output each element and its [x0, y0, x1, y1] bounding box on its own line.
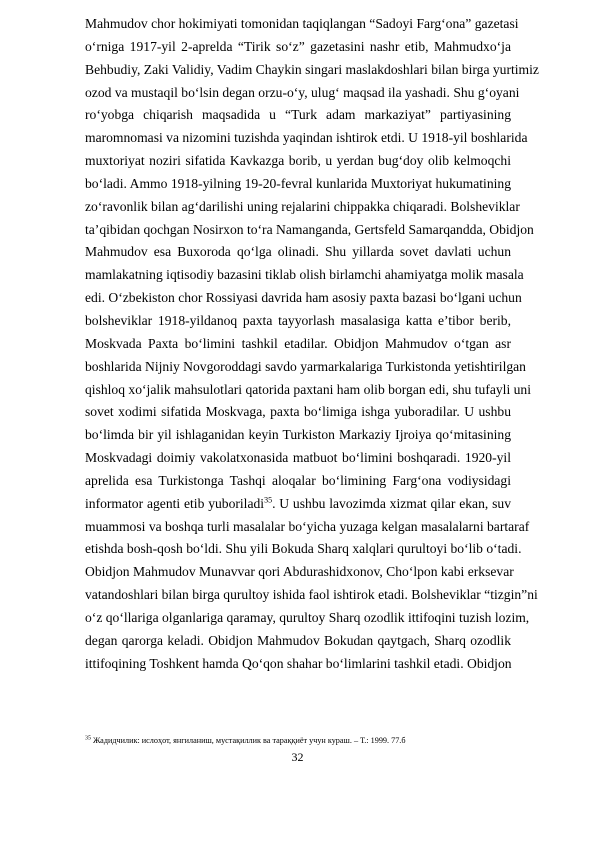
body-line: Behbudiy, Zaki Validiy, Vadim Chaykin singari maslakdoshlari bilan birga yurtimiz — [85, 61, 539, 77]
body-line: ozod va mustaqil bo‘lsin degan orzu-o‘y, ulug‘ maqsad ila yashadi. Shu g‘oyani — [85, 84, 520, 100]
body-line: ro‘yobga chiqarish maqsadida u “Turk adam markaziyat” partiyasining — [85, 107, 511, 123]
body-line: bo‘limda bir yil ishlaganidan keyin Turkiston Markaziy Ijroiya qo‘mitasining — [85, 427, 511, 443]
body-line: maromnomasi va nizomini tuzishda yaqindan ishtirok etdi. U 1918-yil boshlarida — [85, 130, 528, 146]
body-line: Moskvada Paxta bo‘limini tashkil etadilar. Obidjon Mahmudov o‘tgan asr — [85, 335, 511, 351]
footnote — [85, 736, 511, 746]
body-line: sovet xodimi sifatida Moskvaga, paxta bo‘limiga ishga yuboradilar. U ushbu — [85, 404, 511, 420]
body-line: o‘rniga 1917-yil 2-aprelda “Tirik so‘z” gazetasini nashr etib, Mahmudxo‘ja — [85, 38, 511, 54]
body-line: Obidjon Mahmudov Munavvar qori Abdurashidxonov, Cho‘lpon kabi erksevar — [85, 564, 514, 580]
body-line: vatandoshlari bilan birga qurultoy ishida faol ishtirok etadi. Bolsheviklar “tizgin”ni — [85, 587, 538, 603]
body-line: mamlakatning iqtisodiy bazasini tiklab olish birlamchi ahamiyatga molik masala — [85, 267, 524, 283]
page-number: 32 — [291, 750, 304, 764]
body-line: qishloq xo‘jalik mahsulotlari qatorida paxtani ham olib borgan edi, shu tufayli uni — [85, 381, 531, 397]
body-line: Moskvadagi doimiy vakolatxonasida matbuot bo‘limini boshqaradi. 1920-yil — [85, 450, 511, 466]
footnote-text: Жадидчилик: ислоҳот, янгиланиш, мустақиллик ва тараққиёт учун кураш. – Т.: 1999. 77.б — [91, 736, 406, 745]
body-text — [85, 13, 539, 675]
body-line: degan qarorga keladi. Obidjon Mahmudov Bokudan qaytgach, Sharq ozodlik — [85, 632, 511, 648]
body-line: etishda bosh-qosh bo‘ldi. Shu yili Bokuda Sharq xalqlari qurultoyi bo‘lib o‘tadi. — [85, 541, 522, 557]
body-line: edi. O‘zbekiston chor Rossiyasi davrida ham asosiy paxta bazasi bo‘lgani uchun — [85, 290, 522, 306]
body-line: muxtoriyat noziri sifatida Kavkazga borib, u yerdan bug‘doy olib kelmoqchi — [85, 153, 511, 169]
body-line: o‘z qo‘llariga olganlariga qaramay, qurultoy Sharq ozodlik ittifoqini tuzish lozim, — [85, 609, 530, 625]
footnote-mark: 35 — [85, 735, 91, 742]
body-line: Mahmudov chor hokimiyati tomonidan taqiqlangan “Sadoyi Farg‘ona” gazetasi — [85, 16, 519, 31]
body-line: bo‘ladi. Ammo 1918-yilning 19-20-fevral kunlarida Muxtoriyat hukumatining — [85, 175, 511, 191]
body-line-tail: . U ushbu lavozimda xizmat qilar ekan, suv — [272, 495, 511, 511]
body-line: muammosi va boshqa turli masalalar bo‘yicha yuzaga kelgan masalalarni bartaraf — [85, 518, 530, 534]
body-line-with-footnote-ref — [85, 493, 511, 516]
body-line-head: informator agenti etib yuboriladi — [85, 495, 265, 511]
body-line: bolsheviklar 1918-yildanoq paxta tayyorlash masalasiga katta e’tibor berib, — [85, 312, 511, 328]
body-line: ittifoqining Toshkent hamda Qo‘qon shahar bo‘limlarini tashkil etadi. Obidjon — [85, 655, 512, 671]
body-line: zo‘ravonlik bilan ag‘darilishi uning rejalarini chippakka chiqaradi. Bolsheviklar — [85, 198, 520, 214]
footnote-reference[interactable]: 35 — [264, 495, 273, 505]
body-line: boshlarida Nijniy Novgoroddagi savdo yarmarkalariga Turkistonda yetishtirilgan — [85, 358, 526, 374]
body-line: Mahmudov esa Buxoroda qo‘lga olinadi. Shu yillarda sovet davlati uchun — [85, 244, 511, 260]
body-line: aprelida esa Turkistonga Tashqi aloqalar bo‘limining Farg‘ona vodiysidagi — [85, 472, 511, 488]
body-line: ta’qibidan qochgan Nosirxon to‘ra Namanganda, Gertsfeld Samarqandda, Obidjon — [85, 221, 534, 237]
